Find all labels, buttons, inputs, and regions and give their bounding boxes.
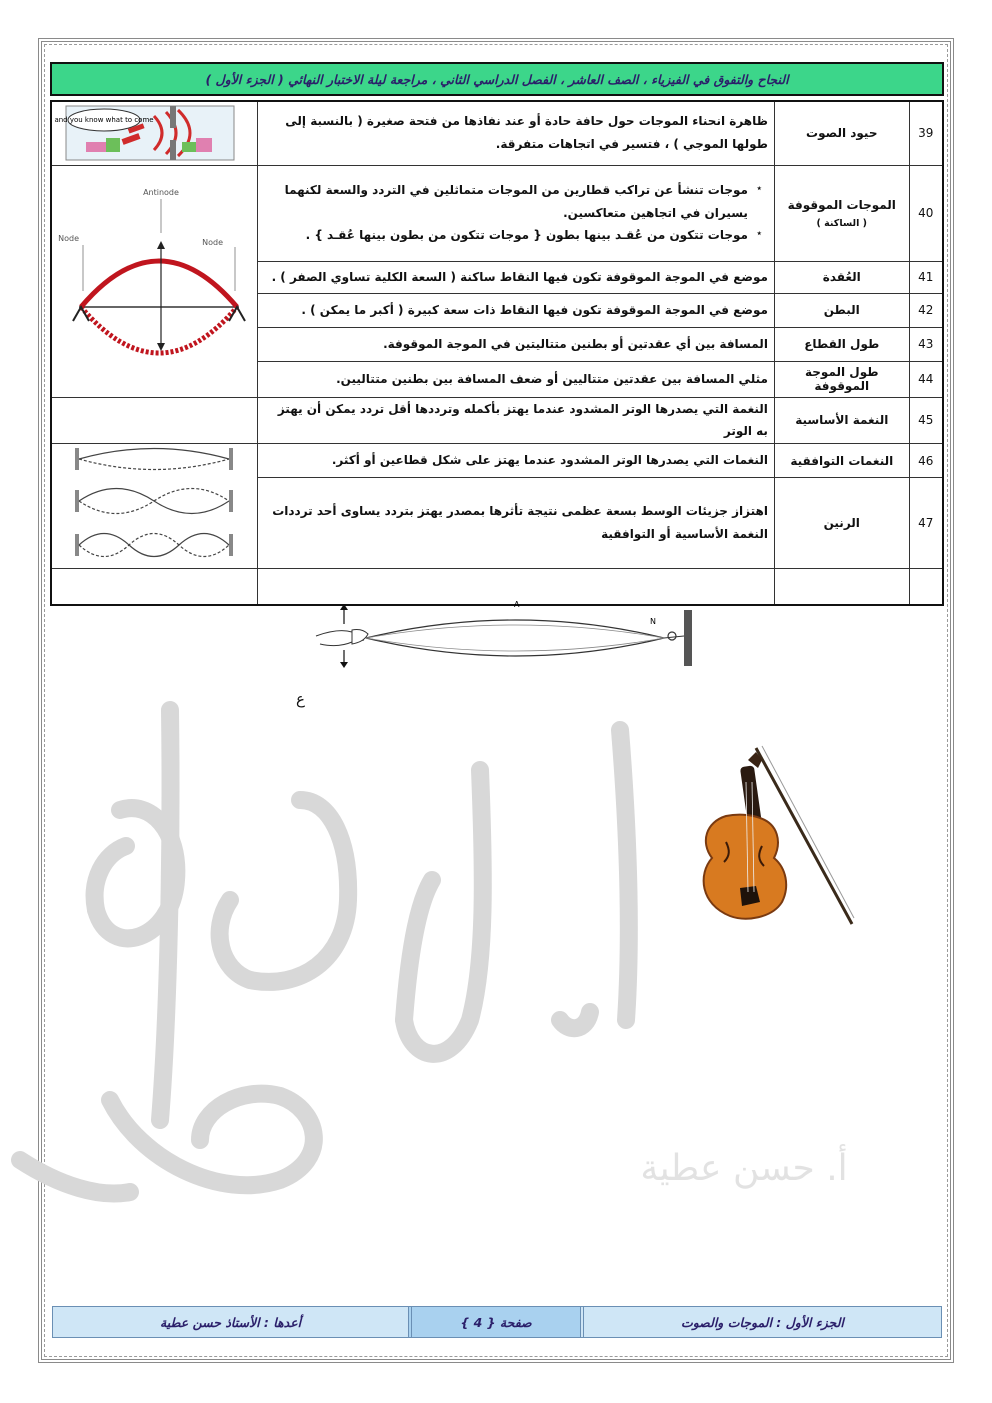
term: النغمة الأساسية <box>774 397 909 444</box>
definition-bullets <box>264 179 768 247</box>
empty-cell <box>909 569 943 605</box>
definition: موضع في الموجة الموقوفة تكون فيها النقاط ذات سعة كبيرة ( أكبر ما يمكن ) . <box>257 293 774 327</box>
empty-figure-cell <box>51 397 257 444</box>
definition: النغمة التي يصدرها الوتر المشدود عندما يهتز بأكمله وترددها أقل تردد يمكن أن يهتز به الوتر <box>257 397 774 444</box>
term-main: الموجات الموقوفة <box>787 197 896 212</box>
node-label-left: Node <box>57 234 79 243</box>
term: العُقدة <box>774 261 909 293</box>
diffraction-illustration <box>54 106 234 160</box>
antinode-letter: A <box>514 600 520 609</box>
table-row-empty <box>51 569 943 605</box>
header-title: النجاح والتفوق في الفيزياء ، الصف العاشر ، الفصل الدراسي الثاني ، مراجعة ليلة الاختبار النهائي ( الجزء الأول ) <box>50 62 944 96</box>
table-row <box>51 444 943 478</box>
table-row <box>51 397 943 444</box>
diffraction-figure <box>51 101 257 165</box>
term: طول القطاع <box>774 327 909 361</box>
term-sub: ( الساكنة ) <box>816 217 868 229</box>
row-number: 40 <box>909 165 943 261</box>
term: طول الموجة الموقوفة <box>774 361 909 397</box>
term <box>774 165 909 261</box>
terms-table <box>50 100 944 606</box>
definition: النغمات التي يصدرها الوتر المشدود عندما يهتز على شكل قطاعين أو أكثر. <box>257 444 774 478</box>
empty-cell <box>51 569 257 605</box>
vibrating-string-figure <box>316 602 716 670</box>
harmonics-diagram <box>61 444 251 568</box>
table-row <box>51 165 943 261</box>
table-row <box>51 101 943 165</box>
term: البطن <box>774 293 909 327</box>
row-number: 47 <box>909 478 943 569</box>
violin-illustration <box>686 742 866 932</box>
node-label-right: Node <box>201 238 223 247</box>
row-number: 44 <box>909 361 943 397</box>
term: حيود الصوت <box>774 101 909 165</box>
row-number: 45 <box>909 397 943 444</box>
term: الرنين <box>774 478 909 569</box>
standing-wave-diagram <box>57 181 251 381</box>
row-number: 42 <box>909 293 943 327</box>
row-number: 46 <box>909 444 943 478</box>
definition: مثلي المسافة بين عقدتين متتاليين أو ضعف المسافة بين بطنين متتاليين. <box>257 361 774 397</box>
row-number: 43 <box>909 327 943 361</box>
bullet-item: ٭ موجات تتكون من عُقـد بينها بطون { موجات تتكون من بطون بينها عُقـد } . <box>264 224 758 247</box>
footer-part: الجزء الأول : الموجات والصوت <box>580 1307 941 1337</box>
bullet-item: ٭ موجات تنشأ عن تراكب قطارين من الموجات متماثلين في التردد والسعة لكنهما يسيران في اتجاهين متعاكسين. <box>264 179 758 225</box>
footer-author: أعدها : الأستاذ حسن عطية <box>53 1307 408 1337</box>
node-letter: N <box>650 617 656 626</box>
standing-wave-figure <box>51 165 257 397</box>
definition: اهتزاز جزيئات الوسط بسعة عظمى نتيجة تأثرها بمصدر يهتز بتردد يساوى أحد ترددات النغمة الأساسية أو التوافقية <box>257 478 774 569</box>
term: النغمات التوافقية <box>774 444 909 478</box>
antinode-label: Antinode <box>142 188 179 197</box>
speech-bubble-text: and you know what to come <box>54 116 154 124</box>
watermark-text: أ. حسن عطية <box>640 1148 848 1189</box>
footer <box>52 1306 942 1338</box>
empty-cell <box>774 569 909 605</box>
row-number: 41 <box>909 261 943 293</box>
harmonics-figure <box>51 444 257 569</box>
definition: ظاهرة انحناء الموجات حول حافة حادة أو عند نفاذها من فتحة صغيرة ( بالنسبة إلى طولها الموجي ) ، فتسير في اتجاهات متفرقة. <box>257 101 774 165</box>
definition <box>257 165 774 261</box>
footer-page-number: صفحة { 4 } <box>408 1307 580 1337</box>
definition: المسافة بين أي عقدتين أو بطنين متتاليتين في الموجة الموقوفة. <box>257 327 774 361</box>
row-number: 39 <box>909 101 943 165</box>
standalone-letter: ع <box>296 690 305 708</box>
definition: موضع في الموجة الموقوفة تكون فيها النقاط ساكنة ( السعة الكلية تساوي الصفر ) . <box>257 261 774 293</box>
